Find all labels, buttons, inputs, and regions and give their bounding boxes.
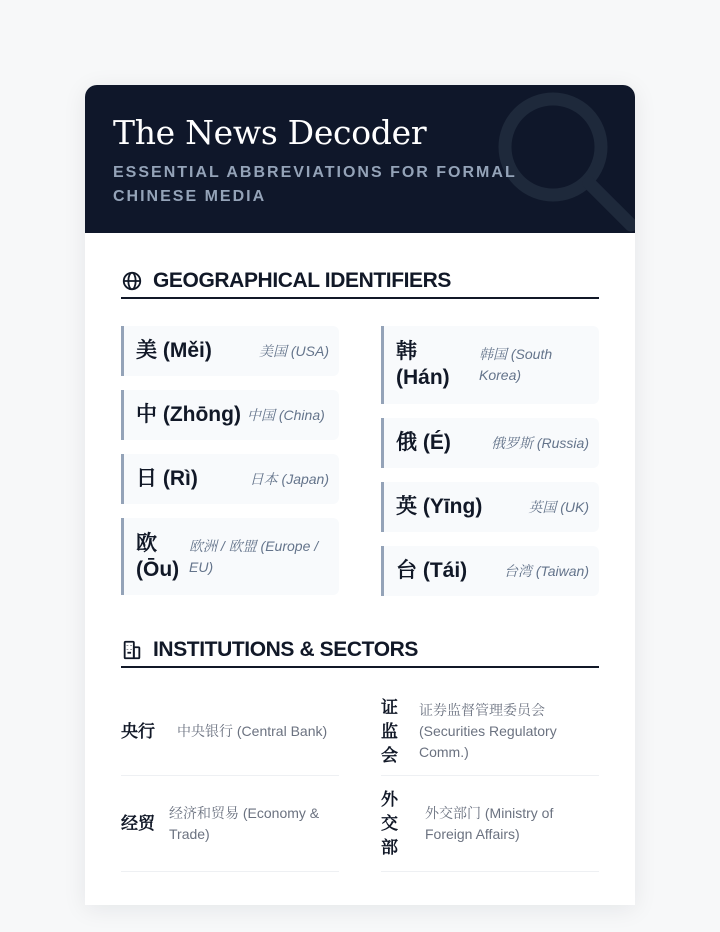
building-icon	[121, 639, 143, 661]
geo-chip-taiwan	[381, 546, 599, 596]
inst-abbr: 证监会	[381, 697, 398, 765]
geo-chip-russia	[381, 418, 599, 468]
geo-chip-europe	[121, 518, 339, 595]
inst-desc: 经济和贸易 (Economy & Trade)	[169, 804, 320, 842]
geo-full: 韩国 (South Korea)	[479, 346, 553, 383]
magnifier-icon	[491, 85, 635, 233]
header	[85, 85, 635, 233]
geo-full: 欧洲 / 欧盟 (Europe / EU)	[189, 537, 319, 575]
geo-chip-korea	[381, 326, 599, 404]
inst-row-securities	[381, 688, 599, 776]
geo-abbr: 台 (Tái)	[396, 559, 468, 582]
geo-full: 中国 (China)	[246, 406, 325, 423]
geo-chip-uk	[381, 482, 599, 532]
geo-full: 英国 (UK)	[528, 498, 589, 515]
geo-full: 美国 (USA)	[259, 342, 329, 359]
section-geo-title: GEOGRAPHICAL IDENTIFIERS	[153, 269, 452, 292]
inst-abbr: 央行	[121, 721, 155, 741]
geo-abbr: 欧 (Ōu)	[136, 531, 180, 581]
geo-abbr: 日 (Rì)	[136, 467, 198, 490]
geo-chip-usa	[121, 326, 339, 376]
inst-abbr: 外交部	[381, 789, 398, 857]
inst-desc: 中央银行 (Central Bank)	[177, 723, 328, 739]
inst-desc: 证券监督管理委员会 (Securities Regulatory Comm.)	[419, 702, 557, 760]
section-inst-header	[121, 634, 599, 668]
geo-full: 日本 (Japan)	[249, 470, 329, 487]
inst-abbr: 经贸	[121, 813, 155, 833]
geo-abbr: 中 (Zhōng)	[136, 403, 241, 426]
geo-abbr: 美 (Měi)	[136, 339, 212, 362]
inst-row-foreign-affairs	[381, 776, 599, 872]
geo-abbr: 韩 (Hán)	[396, 340, 450, 389]
page-title: The News Decoder	[113, 113, 427, 152]
geo-chip-china	[121, 390, 339, 440]
section-geo-header	[121, 265, 599, 299]
inst-desc: 外交部门 (Ministry of Foreign Affairs)	[425, 804, 554, 842]
geo-abbr: 俄 (É)	[396, 431, 451, 454]
page-subtitle: ESSENTIAL ABBREVIATIONS FOR FORMAL CHINESE MEDIA	[113, 164, 517, 205]
geo-chip-japan	[121, 454, 339, 504]
decoder-card	[85, 85, 635, 905]
globe-icon	[121, 270, 143, 292]
inst-row-economy	[121, 776, 339, 872]
section-inst-title: INSTITUTIONS & SECTORS	[153, 638, 418, 661]
geo-full: 俄罗斯 (Russia)	[490, 434, 589, 451]
geo-full: 台湾 (Taiwan)	[503, 562, 589, 579]
inst-row-central-bank	[121, 688, 339, 776]
geo-abbr: 英 (Yīng)	[396, 495, 483, 518]
